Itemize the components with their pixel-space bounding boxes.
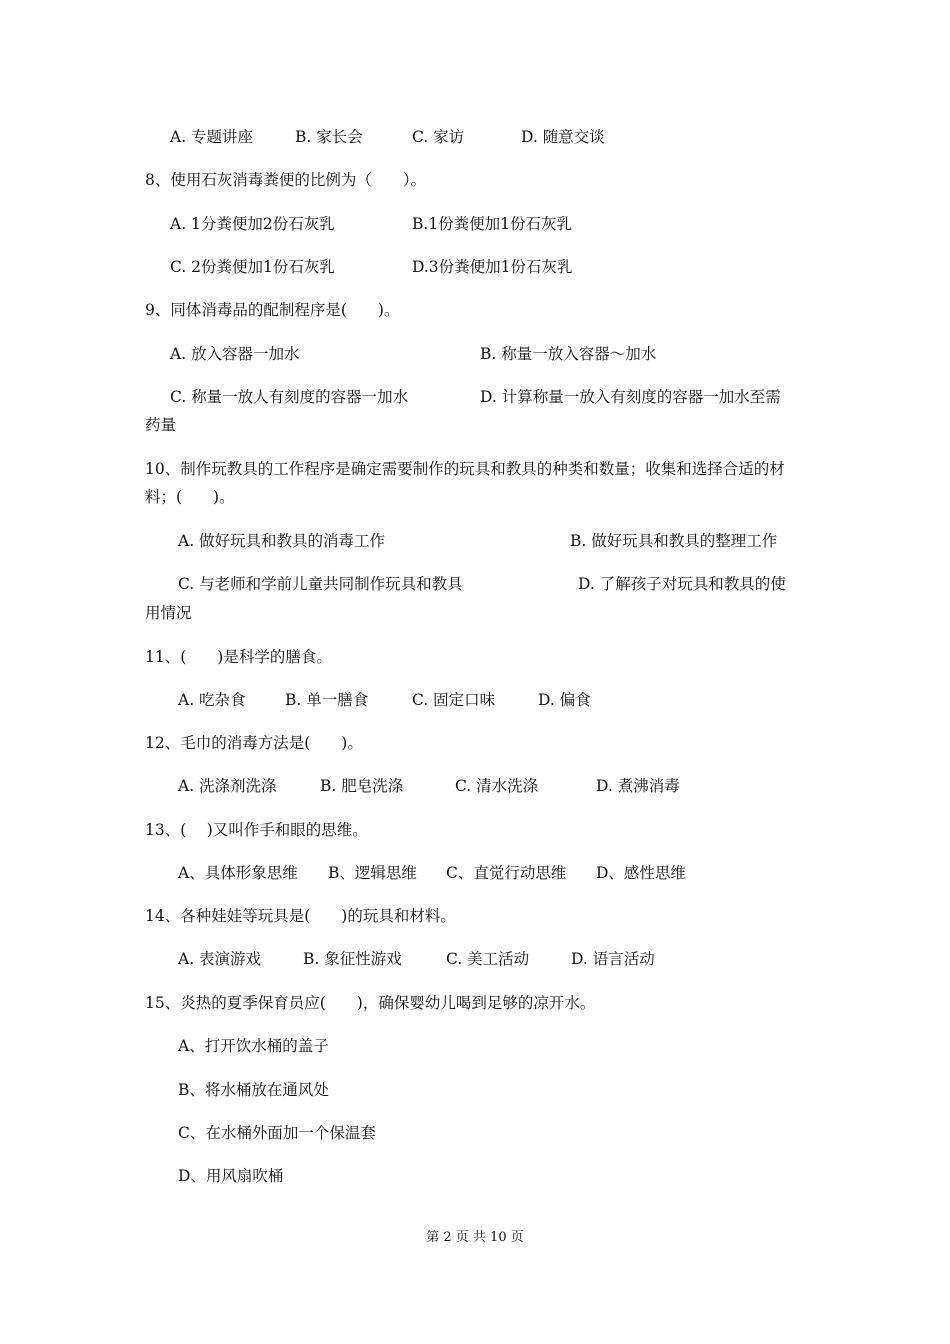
q9-option-c: C. 称量一放人有刻度的容器一加水: [170, 388, 409, 406]
q10-stem: 10、制作玩教具的工作程序是确定需要制作的玩具和教具的种类和数量；收集和选择合适的材料；( )。: [145, 460, 785, 506]
q13-option-c: C、直觉行动思维: [446, 864, 567, 882]
q8-option-b: B.1份粪便加1份石灰乳: [412, 215, 573, 233]
q13-option-d: D、感性思维: [596, 864, 686, 882]
q11-option-a: A. 吃杂食: [178, 691, 246, 709]
q8-stem: 8、使用石灰消毒粪便的比例为（ ）。: [145, 171, 427, 189]
q14-option-a: A. 表演游戏: [178, 950, 262, 968]
q8-option-d: D.3份粪便加1份石灰乳: [412, 258, 573, 276]
q11-stem: 11、( )是科学的膳食。: [145, 648, 332, 666]
q14-option-d: D. 语言活动: [571, 950, 655, 968]
q10-option-b: B. 做好玩具和教具的整理工作: [570, 532, 778, 550]
q13-option-b: B、逻辑思维: [328, 864, 417, 882]
q11-option-d: D. 偏食: [538, 691, 591, 709]
q9-stem: 9、同体消毒品的配制程序是( )。: [145, 301, 400, 319]
q13-option-a: A、具体形象思维: [178, 864, 298, 882]
q7-option-d: D. 随意交谈: [521, 128, 605, 146]
q12-option-b: B. 肥皂洗涤: [320, 777, 404, 795]
q11-option-c: C. 固定口味: [412, 691, 496, 709]
q9-option-b: B. 称量一放入容器～加水: [480, 345, 657, 363]
q7-option-c: C. 家访: [412, 128, 465, 146]
q15-stem: 15、炎热的夏季保育员应( )，确保婴幼儿喝到足够的凉开水。: [145, 994, 596, 1012]
q14-option-b: B. 象征性游戏: [303, 950, 402, 968]
q10-option-d-continuation: 用情况: [145, 604, 192, 622]
q10-option-c: C. 与老师和学前儿童共同制作玩具和教具: [178, 575, 463, 593]
q11-option-b: B. 单一膳食: [285, 691, 369, 709]
q7-option-b: B. 家长会: [295, 128, 363, 146]
q12-stem: 12、毛巾的消毒方法是( )。: [145, 734, 363, 752]
q8-option-c: C. 2份粪便加1份石灰乳: [170, 258, 335, 276]
q8-option-a: A. 1分粪便加2份石灰乳: [170, 215, 335, 233]
q12-option-c: C. 清水洗涤: [455, 777, 539, 795]
q14-stem: 14、各种娃娃等玩具是( )的玩具和材料。: [145, 907, 456, 925]
q15-option-d: D、用风扇吹桶: [178, 1167, 284, 1185]
q10-option-d: D. 了解孩子对玩具和教具的使: [578, 575, 786, 593]
q12-option-d: D. 煮沸消毒: [596, 777, 680, 795]
q9-option-d: D. 计算称量一放入有刻度的容器一加水至需: [480, 388, 781, 406]
q15-option-c: C、在水桶外面加一个保温套: [178, 1124, 376, 1142]
q13-stem: 13、( )又叫作手和眼的思维。: [145, 821, 368, 839]
q10-option-a: A. 做好玩具和教具的消毒工作: [178, 532, 386, 550]
q15-option-a: A、打开饮水桶的盖子: [178, 1037, 329, 1055]
page-footer: 第 2 页 共 10 页: [426, 1230, 524, 1245]
q9-option-d-continuation: 药量: [145, 416, 177, 434]
q12-option-a: A. 洗涤剂洗涤: [178, 777, 277, 795]
q14-option-c: C. 美工活动: [446, 950, 530, 968]
q15-option-b: B、将水桶放在通风处: [178, 1081, 329, 1099]
q7-option-a: A. 专题讲座: [170, 128, 254, 146]
q9-option-a: A. 放入容器一加水: [170, 345, 300, 363]
